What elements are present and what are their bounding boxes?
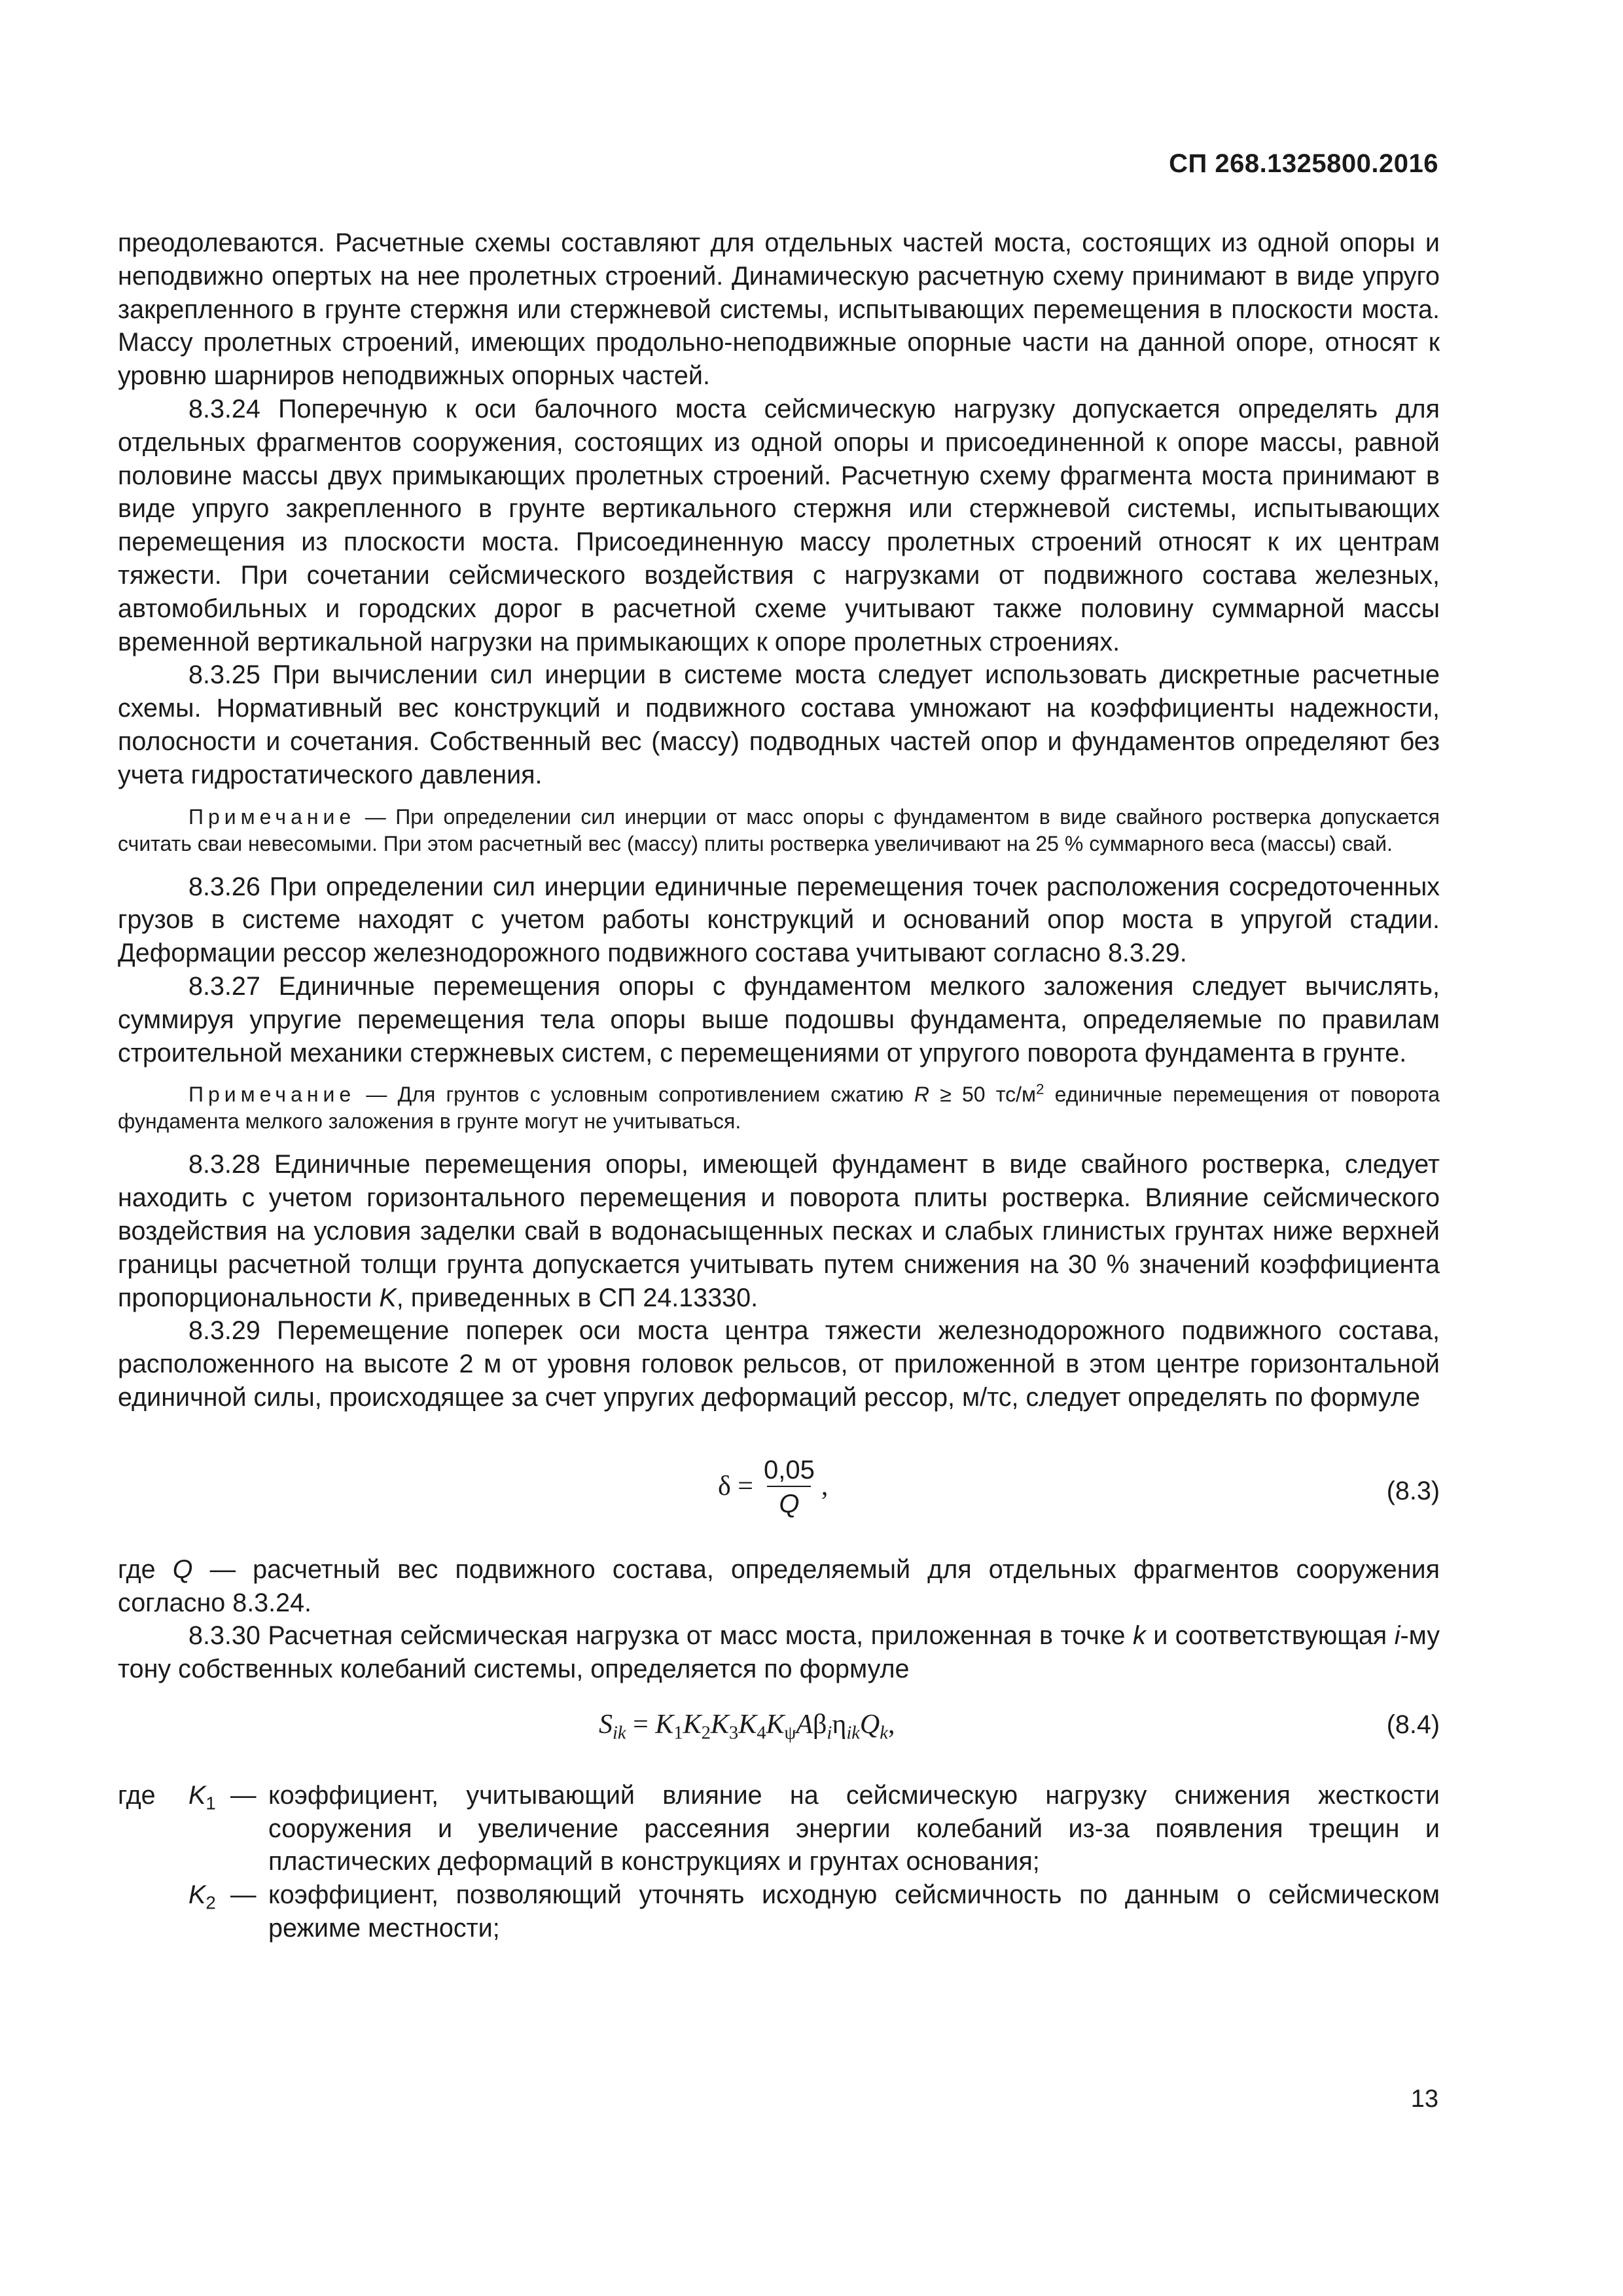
note-label: Примечание bbox=[188, 1083, 356, 1107]
paragraph-8-3-24: 8.3.24 Поперечную к оси балочного моста сейсмическую нагрузку допускается определять для отдельных фрагментов сооружения, состоящих из одной опоры и присоединенной к опоре массы, равной половине массы двух примыкающих пролетных строений. Расчетную схему фрагмента моста принимают в виде упруго закрепленного в грунте вертикального стержня или стержневой системы, испытывающих перемещения из плоскости моста. Присоединенную массу пролетных строений относят к их центрам тяжести. При сочетании сейсмического воздействия с нагрузками от подвижного состава железных, автомобильных и городских дорог в расчетной схеме учитывают также половину суммарной массы временной вертикальной нагрузки на примыкающих к опоре пролетных строениях. bbox=[118, 394, 1440, 656]
fraction-denominator: Q bbox=[767, 1486, 811, 1520]
formula-lhs: δ = bbox=[718, 1471, 753, 1502]
paragraph-8-3-28: 8.3.28 Единичные перемещения опоры, имеющей фундамент в виде свайного ростверка, следует находить с учетом горизонтального перемещения и поворота плиты ростверка. Влияние сейсмического воздействия на условия заделки свай в водонасыщенных песках и слабых глинистых грунтах ниже верхней границы расчетной толщи грунта допускается учитывать путем снижения на 30 % значений коэффициента пропорциональности K, приведенных в СП 24.13330. bbox=[118, 1150, 1440, 1312]
note-1 bbox=[118, 804, 1440, 857]
paragraph-continuation: преодолеваются. Расчетные схемы составляют для отдельных частей моста, состоящих из одной опоры и неподвижно опертых на нее пролетных строений. Динамическую расчетную схему принимают в виде упруго закрепленного в грунте стержня или стержневой системы, испытывающих перемещения в плоскости моста. Массу пролетных строений, имеющих продольно-неподвижные опорные части на данной опоре, относят к уровню шарниров неподвижных опорных частей. bbox=[118, 228, 1440, 391]
paragraph-8-3-30: 8.3.30 Расчетная сейсмическая нагрузка от масс моста, приложенная в точке k и соответствующая i-му тону собственных колебаний системы, определяется по формуле bbox=[118, 1621, 1440, 1684]
note-symbol-r: R bbox=[914, 1083, 930, 1107]
formula-trail: , bbox=[821, 1471, 829, 1502]
formula-delta bbox=[718, 1444, 828, 1530]
page-number: 13 bbox=[1410, 2085, 1438, 2113]
fraction-numerator: 0,05 bbox=[763, 1455, 815, 1484]
equation-number: (8.4) bbox=[1386, 1710, 1440, 1739]
note-text: единичные перемещения от поворота фундамента мелкого заложения в грунте могут не учитываться. bbox=[118, 1083, 1440, 1134]
paragraph-8-3-29: 8.3.29 Перемещение поперек оси моста центра тяжести железнодорожного подвижного состава, расположенного на высоте 2 м от уровня головок рельсов, от приложенной в этом центре горизонтальной единичной силы, происходящее за счет упругих деформаций рессор, м/тс, следует определять по формуле bbox=[118, 1316, 1440, 1412]
where-label: где bbox=[118, 1780, 156, 1810]
note-2 bbox=[118, 1081, 1440, 1135]
note-superscript: 2 bbox=[1035, 1081, 1044, 1098]
note-text: — Для грунтов с условным сопротивлением сжатию bbox=[355, 1083, 914, 1107]
where-k1 bbox=[118, 1779, 1440, 1878]
equation-number: (8.3) bbox=[1386, 1476, 1440, 1505]
formula-8-3 bbox=[118, 1444, 1440, 1530]
paragraph-8-3-25: 8.3.25 При вычислении сил инерции в системе моста следует использовать дискретные расчетные схемы. Нормативный вес конструкций и подвижного состава умножают на коэффициенты надежности, полосности и сочетания. Собственный вес (массу) подводных частей опор и фундаментов определяют без учета гидростатического давления. bbox=[118, 660, 1440, 789]
document-code-header: СП 268.1325800.2016 bbox=[1169, 149, 1438, 178]
note-label: Примечание bbox=[188, 804, 356, 829]
where-dash: — bbox=[230, 1780, 257, 1810]
formula-8-4 bbox=[118, 1708, 1440, 1754]
where-text: коэффициент, учитывающий влияние на сейсмическую нагрузку снижения жесткости сооружения и увеличение рассеяния энергии колебаний из-за появления трещин и пластических деформаций в конструкциях и грунтах основания; bbox=[268, 1780, 1440, 1876]
where-text: коэффициент, позволяющий уточнять исходную сейсмичность по данным о сейсмическом режиме местности; bbox=[268, 1880, 1440, 1943]
where-k2 bbox=[118, 1878, 1440, 1945]
note-text: — При определении сил инерции от масс опоры с фундаментом в виде свайного ростверка допускается считать сваи невесомыми. При этом расчетный вес (массу) плиты ростверка увеличивают на 25 % суммарного веса (массы) свай. bbox=[118, 804, 1440, 855]
where-symbol: $K_2$ bbox=[188, 1880, 216, 1913]
paragraph-8-3-26: 8.3.26 При определении сил инерции единичные перемещения точек расположения сосредоточенных грузов в системе находят с учетом работы конструкций и оснований опор моста в упругой стадии. Деформации рессор железнодорожного подвижного состава учитывают согласно 8.3.29. bbox=[118, 872, 1440, 968]
note-text: ≥ 50 тс/м bbox=[929, 1083, 1036, 1107]
where-dash: — bbox=[230, 1880, 257, 1910]
page-body bbox=[118, 226, 1440, 1945]
paragraph-8-3-27: 8.3.27 Единичные перемещения опоры с фундаментом мелкого заложения следует вычислять, суммируя упругие перемещения тела опоры выше подошвы фундамента, определяемые по правилам строительной механики стержневых систем, с перемещениями от упругого поворота фундамента в грунте. bbox=[118, 971, 1440, 1067]
where-q: где Q — расчетный вес подвижного состава, определяемый для отдельных фрагментов сооружения согласно 8.3.24. bbox=[118, 1554, 1440, 1617]
where-symbol: $K_1$ bbox=[188, 1780, 216, 1814]
formula-fraction bbox=[760, 1454, 819, 1520]
formula-sik: $S_{ik} = K_1K_2K_3K_4K_\psi A\beta_i\eta_{ik}Q_k$, bbox=[599, 1709, 895, 1744]
